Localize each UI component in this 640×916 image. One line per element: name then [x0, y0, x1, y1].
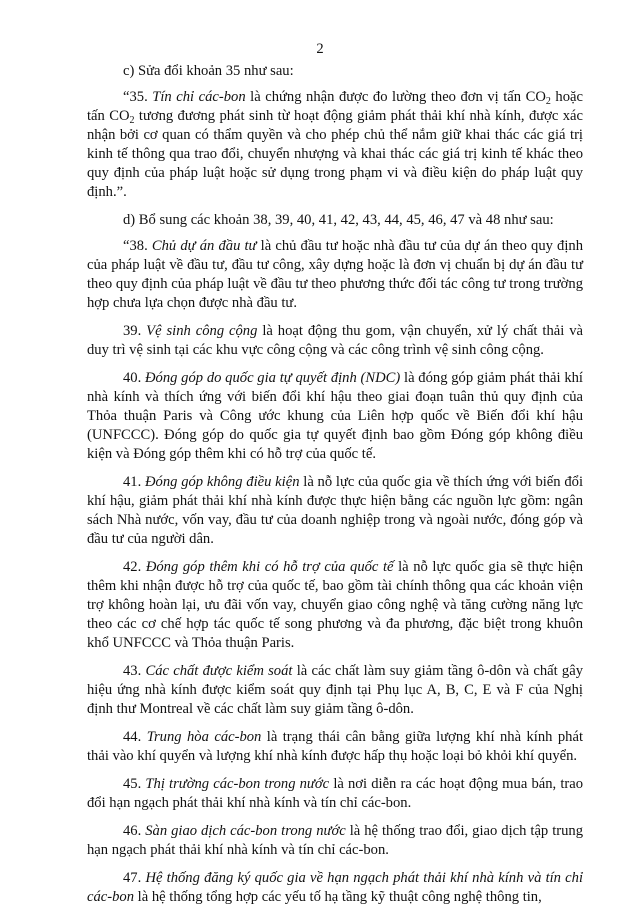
paragraph-text: c) Sửa đổi khoản 35 như sau:: [123, 63, 294, 79]
paragraph-text: là các chất làm suy giảm tầng ô-dôn và chất gây hiệu ứng nhà kính được kiểm soát quy định tại Phụ lục A, B, C, E và F của Nghị định thư Montreal về các chất làm suy giảm tầng ô-dôn.: [87, 663, 583, 717]
paragraph-46: [87, 822, 583, 860]
subscript: 2: [129, 115, 135, 126]
paragraph-text: 42.: [123, 559, 146, 575]
defined-term: Trung hòa các-bon: [146, 729, 262, 745]
paragraph-text: “35.: [123, 89, 153, 105]
document-body: [87, 62, 583, 916]
paragraph-text: là hệ thống tổng hợp các yếu tố hạ tầng kỹ thuật công nghệ thông tin,: [134, 889, 542, 905]
paragraph-text: 40.: [123, 370, 145, 386]
subscript: 2: [545, 96, 551, 107]
paragraph-45: [87, 775, 583, 813]
paragraph-text: 46.: [123, 823, 146, 839]
paragraph-d: [87, 211, 583, 230]
defined-term: Vệ sinh công cộng: [146, 323, 258, 339]
paragraph-text: 39.: [123, 323, 147, 339]
defined-term: Hệ thống đăng ký quốc gia về hạn ngạch phát thải khí nhà kính và tín chỉ các-bon: [87, 870, 583, 905]
defined-term: Đóng góp thêm khi có hỗ trợ của quốc tế: [145, 559, 394, 575]
page-number: 2: [316, 41, 324, 57]
paragraph-43: [87, 662, 583, 719]
paragraph-text: “38.: [123, 238, 152, 254]
paragraph-44: [87, 728, 583, 766]
paragraph-text: là chủ đầu tư hoặc nhà đầu tư của dự án theo quy định của pháp luật về đầu tư, đầu tư công, xây dựng hoặc là đơn vị chuẩn bị dự án đầu tư theo quy định của pháp luật về đầu tư theo phương thức đối tác công tư trong trường hợp chưa lựa chọn được nhà đầu tư.: [87, 238, 583, 311]
defined-term: Chủ dự án đầu tư: [151, 238, 257, 254]
paragraph-text: là nơi diễn ra các hoạt động mua bán, trao đổi hạn ngạch phát thải khí nhà kính và tín chỉ các-bon.: [87, 776, 584, 811]
defined-term: Thị trường các-bon trong nước: [145, 776, 330, 792]
paragraph-47: [87, 869, 583, 907]
paragraph-text: là hệ thống trao đổi, giao dịch tập trung hạn ngạch phát thải khí nhà kính và tín chỉ các-bon.: [87, 823, 584, 858]
paragraph-38: [87, 237, 583, 313]
paragraph-text: 43.: [123, 663, 146, 679]
paragraph-text: là hoạt động thu gom, vận chuyển, xử lý chất thải và duy trì vệ sinh tại các khu vực công cộng và các công trình vệ sinh công cộng.: [87, 323, 583, 358]
paragraph-39: [87, 322, 583, 360]
defined-term: Đóng góp không điều kiện: [145, 474, 300, 490]
paragraph-c: [87, 62, 583, 81]
paragraph-text: hoặc tấn CO: [87, 89, 583, 124]
paragraph-text: là đóng góp giảm phát thải khí nhà kính và thích ứng với biến đổi khí hậu theo giai đoạn tuân thủ quy định của Thỏa thuận Paris và Công ước khung của Liên hợp quốc về Biến đổi khí hậu (UNFCCC). Đóng góp do quốc gia tự quyết định bao gồm Đóng góp không điều kiện và Đóng góp thêm khi có hỗ trợ của quốc tế.: [87, 370, 583, 462]
paragraph-text: 41.: [123, 474, 146, 490]
paragraph-text: là chứng nhận được đo lường theo đơn vị tấn CO: [245, 89, 546, 105]
paragraph-text: tương đương phát sinh từ hoạt động giảm phát thải khí nhà kính, được xác nhận bởi cơ quan có thẩm quyền và cho phép chủ thể nắm giữ khai thác các giá trị kinh tế thông qua trao đổi, chuyển nhượng và khai thác các giá trị kinh tế khác theo quy định của pháp luật hoặc sử dụng trong phạm vi và điều kiện do pháp luật quy định.”.: [87, 108, 583, 200]
paragraph-text: là nỗ lực quốc gia sẽ thực hiện thêm khi nhận được hỗ trợ của quốc tế, bao gồm tài chính thông qua các khoản viện trợ không hoàn lại, ưu đãi vốn vay, chuyển giao công nghệ và tăng cường năng lực theo các cơ chế hợp tác quốc tế song phương và đa phương, đặc biệt trong khuôn khổ UNFCCC và Thỏa thuận Paris.: [87, 559, 584, 651]
paragraph-40: [87, 369, 583, 464]
paragraph-text: là nỗ lực của quốc gia về thích ứng với biến đổi khí hậu, giảm phát thải khí nhà kính được thực hiện bằng các nguồn lực gồm: ngân sách Nhà nước, vốn vay, đầu tư của doanh nghiệp trong và ngoài nước, đóng góp và đầu tư của người dân.: [87, 474, 583, 547]
defined-term: Đóng góp do quốc gia tự quyết định (NDC): [145, 370, 401, 386]
paragraph-text: d) Bổ sung các khoản 38, 39, 40, 41, 42, 43, 44, 45, 46, 47 và 48 như sau:: [123, 212, 554, 228]
defined-term: Sàn giao dịch các-bon trong nước: [145, 823, 346, 839]
paragraph-41: [87, 473, 583, 549]
paragraph-42: [87, 558, 583, 653]
paragraph-text: 45.: [123, 776, 146, 792]
defined-term: Các chất được kiểm soát: [145, 663, 293, 679]
defined-term: Tín chỉ các-bon: [152, 89, 246, 105]
paragraph-35: [87, 88, 583, 202]
paragraph-text: là trạng thái cân bằng giữa lượng khí nhà kính phát thải vào khí quyển và lượng khí nhà kính được hấp thụ hoặc loại bỏ khỏi khí quyển.: [87, 729, 583, 764]
paragraph-text: 47.: [123, 870, 146, 886]
paragraph-text: 44.: [123, 729, 147, 745]
